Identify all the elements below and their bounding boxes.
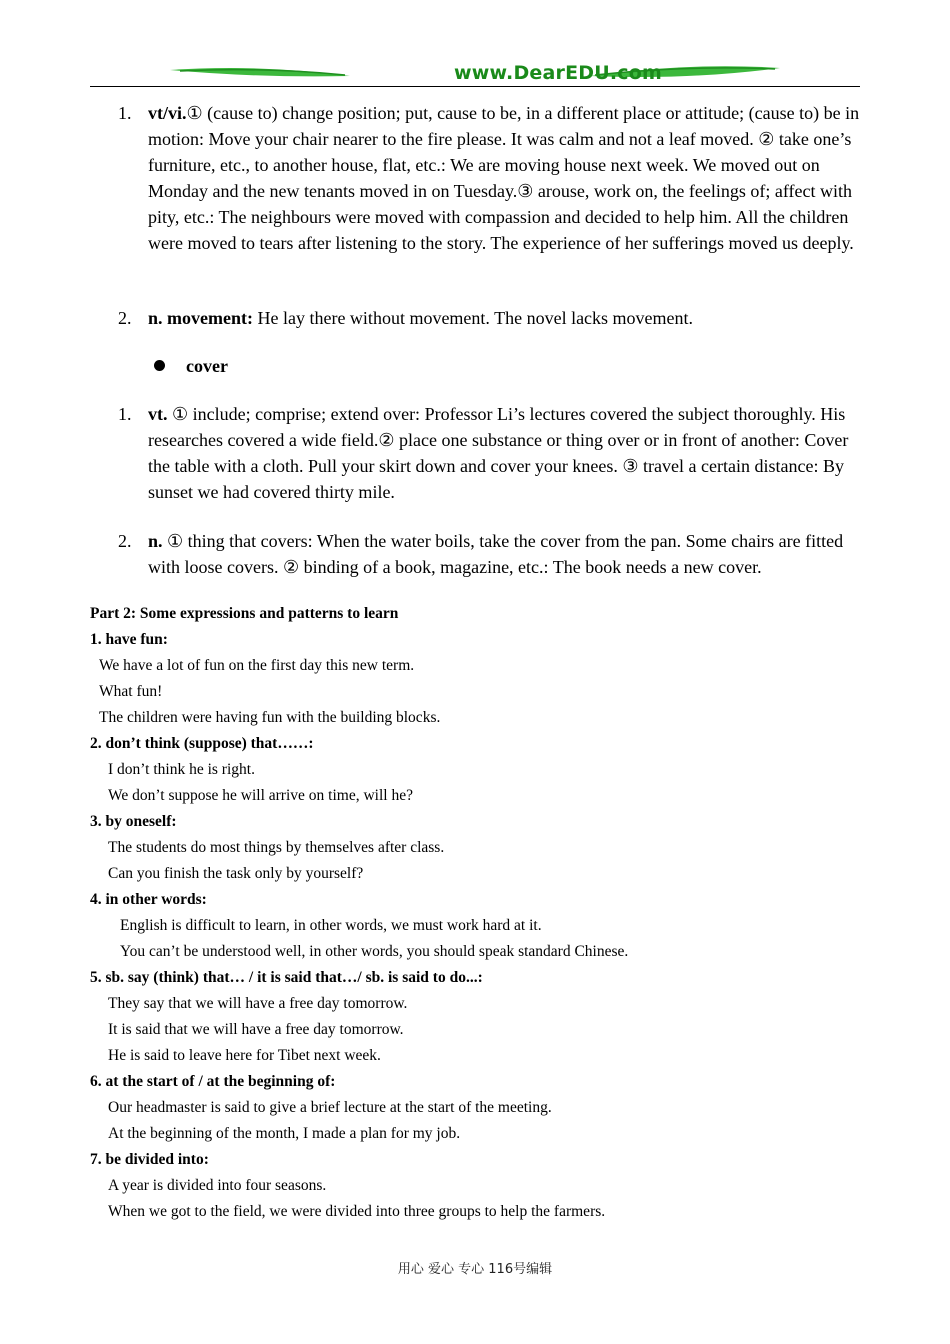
expression-heading: 3. by oneself: — [90, 813, 177, 830]
example-sentence: A year is divided into four seasons. — [108, 1177, 327, 1194]
expression-heading: 2. don’t think (suppose) that……: — [90, 735, 314, 752]
def-label: n. — [148, 531, 163, 551]
expression-heading: 4. in other words: — [90, 891, 207, 908]
def-number: 1. — [118, 404, 132, 424]
cover-definition-1 — [148, 401, 860, 505]
def-label: vt. — [148, 404, 168, 424]
def-number: 2. — [118, 531, 132, 551]
example-sentence: When we got to the field, we were divided into three groups to help the farmers. — [108, 1203, 606, 1220]
example-sentence: The children were having fun with the building blocks. — [99, 709, 441, 726]
example-sentence: We have a lot of fun on the first day this new term. — [99, 657, 415, 674]
expression-heading: 1. have fun: — [90, 631, 168, 648]
example-sentence: At the beginning of the month, I made a plan for my job. — [108, 1125, 461, 1142]
example-sentence: English is difficult to learn, in other words, we must work hard at it. — [120, 917, 542, 934]
example-sentence: It is said that we will have a free day tomorrow. — [108, 1021, 404, 1038]
example-sentence: They say that we will have a free day tomorrow. — [108, 995, 408, 1012]
page-footer: 用心 爱心 专心 116号编辑 — [397, 1262, 553, 1277]
def-text: ① include; comprise; extend over: Professor Li’s lectures covered the subject thoroughly. His researches covered a wide field.② place one substance or thing over or in front of another: Cover the table with a cloth. Pull your skirt down and cover your knees. ③ travel a certain distance: By sunset we had covered thirty mile. — [148, 404, 849, 502]
expression-heading: 6. at the start of / at the beginning of: — [90, 1073, 336, 1090]
example-sentence: You can’t be understood well, in other words, you should speak standard Chinese. — [120, 943, 629, 960]
part2-title: Part 2: Some expressions and patterns to learn — [90, 605, 399, 622]
def-text: ① (cause to) change position; put, cause to be, in a different place or attitude; (cause to) be in motion: Move your chair nearer to the fire please. It was calm and not a leaf moved. ② take one’s furniture, etc., to another house, flat, etc.: We are moving house next week. We moved out on Monday and the new tenants moved in on Tuesday.③ arouse, work on, the feelings of; affect with pity, etc.: The neighbours were moved with compassion and decided to help him. All the children were moved to tears after listening to the story. The experience of her sufferings moved us deeply. — [148, 103, 860, 253]
example-sentence: He is said to leave here for Tibet next week. — [108, 1047, 381, 1064]
header-rule — [90, 86, 860, 87]
def-label: vt/vi. — [148, 103, 187, 123]
move-definition-2 — [148, 305, 860, 331]
expression-heading: 5. sb. say (think) that… / it is said that…/ sb. is said to do...: — [90, 969, 483, 986]
cover-definition-2 — [148, 528, 860, 580]
def-text: ① thing that covers: When the water boils, take the cover from the pan. Some chairs are fitted with loose covers. ② binding of a book, magazine, etc.: The book needs a new cover. — [148, 531, 844, 577]
bullet-icon — [154, 360, 165, 371]
example-sentence: Can you finish the task only by yourself? — [108, 865, 364, 882]
def-number: 1. — [118, 103, 132, 123]
example-sentence: The students do most things by themselves after class. — [108, 839, 445, 856]
example-sentence: We don’t suppose he will arrive on time, will he? — [108, 787, 413, 804]
vocab-word-cover: cover — [186, 356, 228, 376]
def-text: He lay there without movement. The novel lacks movement. — [252, 308, 694, 328]
logo-text: www.DearEDU.com — [453, 62, 663, 84]
example-sentence: I don’t think he is right. — [108, 761, 255, 778]
def-label: n. movement: — [148, 308, 253, 328]
def-number: 2. — [118, 308, 132, 328]
example-sentence: What fun! — [99, 683, 163, 700]
expression-heading: 7. be divided into: — [90, 1151, 209, 1168]
move-definition-1 — [148, 100, 860, 256]
example-sentence: Our headmaster is said to give a brief lecture at the start of the meeting. — [108, 1099, 552, 1116]
